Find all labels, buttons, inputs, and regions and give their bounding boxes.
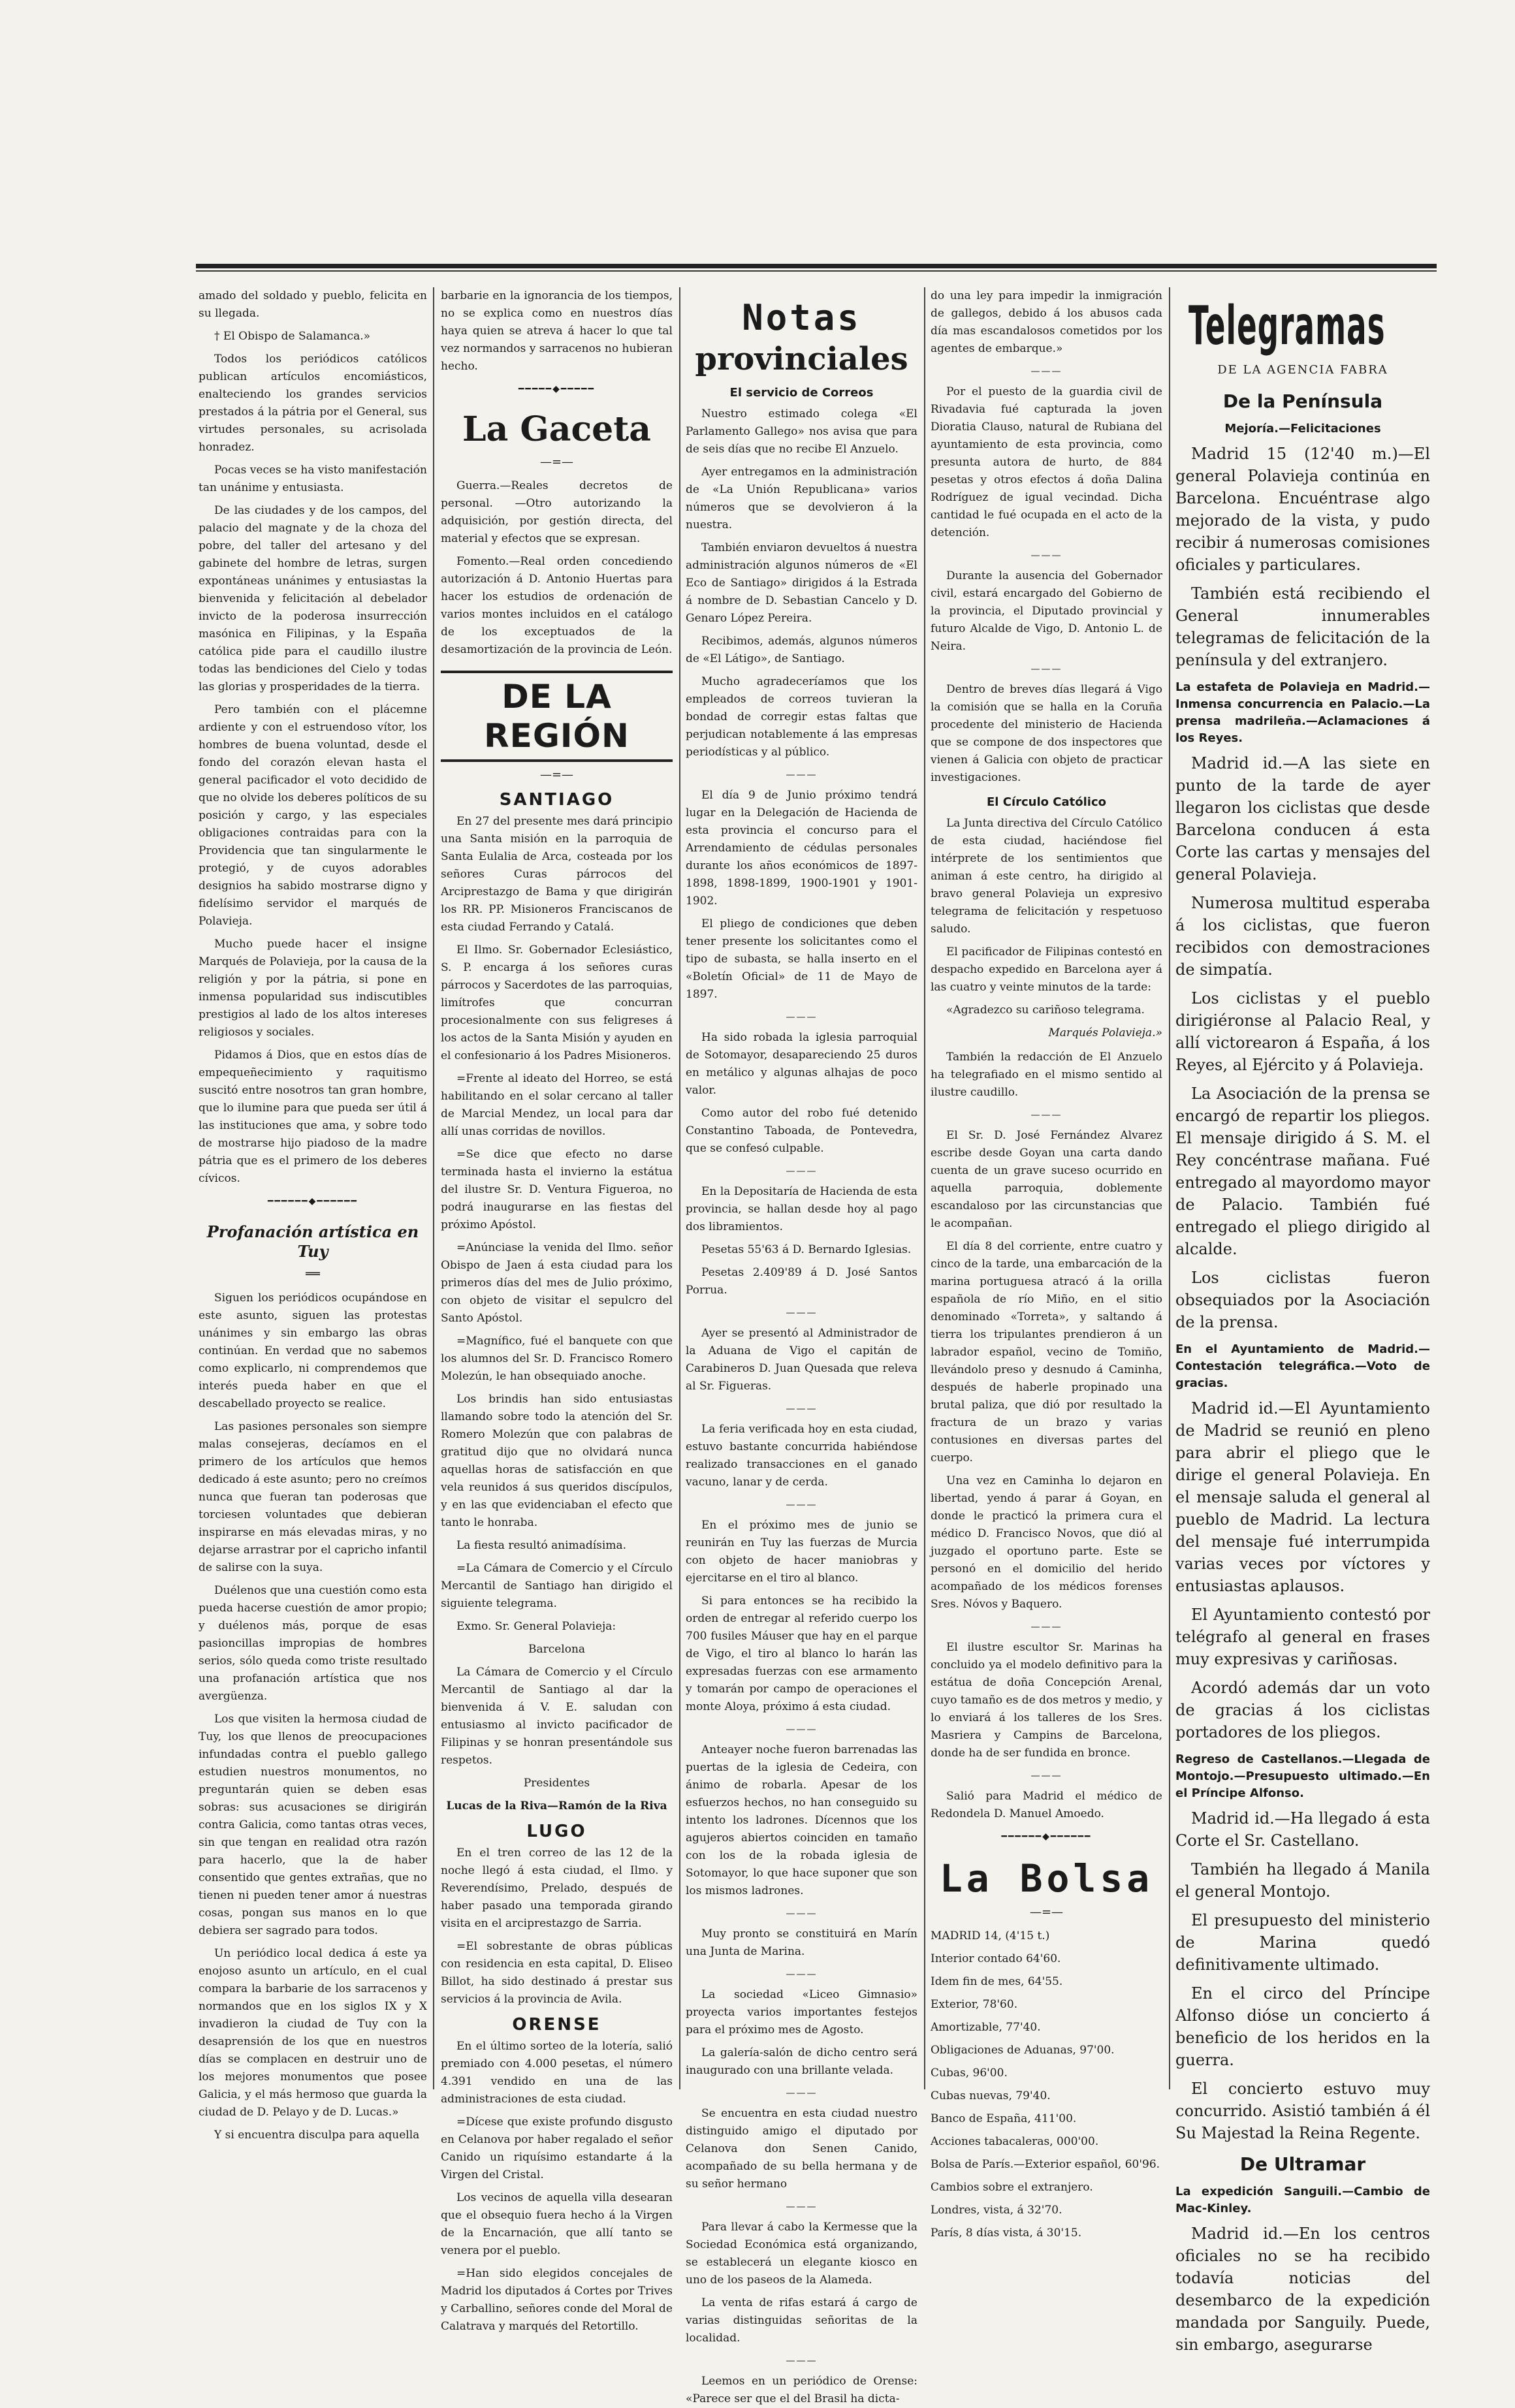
quote-line: Exterior, 78'60.	[931, 1998, 1018, 2011]
paragraph: † El Obispo de Salamanca.»	[214, 330, 371, 343]
quote-line: Bolsa de París.—Exterior español, 60'96.	[931, 2158, 1160, 2171]
paragraph: Una vez en Caminha lo dejaron en libertad, yendo á parar á Goyan, en donde le practicó la primera cura el médico D. Francisco Novos, que dió al juzgado el oportuno parte. Este se personó en el domicilio del herido acompañado de los médicos forenses Sres. Nóvos y Baquero.	[931, 1474, 1162, 1611]
column-divider	[433, 287, 434, 2089]
paragraph: Barcelona	[528, 1643, 586, 1656]
paragraph: En el próximo mes de junio se reunirán en Tuy las fuerzas de Murcia con objeto de hacer maniobras y ejercitarse en el tiro al blanco.	[686, 1519, 917, 1585]
column-2	[441, 287, 673, 2333]
separator: ———	[786, 1308, 818, 1318]
paragraph: El concierto estuvo muy concurrido. Asistió también á él Su Majestad la Reina Regente.	[1175, 2080, 1430, 2142]
paragraph: =Anúnciase la venida del Ilmo. señor Obispo de Jaen á esta ciudad para los primeros días del mes de Julio próximo, con objeto de visitar el sepulcro del Santo Apóstol.	[441, 1241, 673, 1325]
paragraph: Nuestro estimado colega «El Parlamento Gallego» nos avisa que para de seis días que no recibe El Anzuelo.	[686, 407, 917, 456]
subheading: El Círculo Católico	[987, 795, 1106, 809]
paragraph: barbarie en la ignorancia de los tiempos, no se explica como en nuestros días haya quien se atreva á hacer lo que tal vez normandos y sarracenos no hubieran hecho.	[441, 289, 673, 373]
paragraph: Todos los periódicos católicos publican artículos encomiásticos, enalteciendo los grandes servicios prestados á la pátria por el General, sus virtudes personales, su acrisolada honradez.	[199, 353, 427, 454]
paragraph: Mucho agradeceríamos que los empleados de correos tuvieran la bondad de corregir estas faltas que perjudican notablemente á las empresas periodísticas y al público.	[686, 675, 917, 759]
section-heading-notas: Notas	[742, 297, 861, 338]
paragraph: También está recibiendo el General innumerables telegramas de felicitación de la península y del extranjero.	[1175, 584, 1430, 669]
quote-line: París, 8 días vista, á 30'15.	[931, 2226, 1082, 2240]
section-heading-bolsa: La Bolsa	[939, 1856, 1154, 1901]
separator: ———	[786, 1969, 818, 1980]
subheading: Mejoría.—Felicitaciones	[1224, 422, 1381, 436]
paragraph: También la redacción de El Anzuelo ha telegrafiado en el mismo sentido al ilustre caudillo.	[931, 1051, 1162, 1099]
paragraph: Como autor del robo fué detenido Constantino Taboada, de Pontevedra, que se confesó culpable.	[686, 1107, 917, 1155]
separator: ———	[786, 1909, 818, 1919]
separator: ———	[786, 2088, 818, 2099]
paragraph: El presupuesto del ministerio de Marina quedó definitivamente ultimado.	[1175, 1911, 1430, 1974]
signature: Marqués Polavieja.»	[1048, 1026, 1162, 1039]
paragraph: Acordó además dar un voto de gracias á los ciclistas portadores de los pliegos.	[1175, 1679, 1430, 1741]
paragraph: En el tren correo de las 12 de la noche llegó á esta ciudad, el Ilmo. y Reverendísimo, Prelado, después de haber pasado una temporada girando visita en el arciprestazgo de Sarria.	[441, 1846, 673, 1930]
paragraph: Pocas veces se ha visto manifestación tan unánime y entusiasta.	[199, 464, 427, 494]
section-heading-peninsula: De la Península	[1222, 390, 1383, 412]
paragraph: Pesetas 55'63 á D. Bernardo Iglesias.	[701, 1243, 912, 1256]
column-divider	[679, 287, 680, 2089]
paragraph: =El sobrestante de obras públicas con residencia en esta capital, D. Eliseo Billot, ha sido destinado á prestar sus servicios á la provincia de Avila.	[441, 1940, 673, 2006]
heading-rule: —=—	[539, 768, 574, 782]
quote-line: Banco de España, 411'00.	[931, 2112, 1077, 2125]
agency-line: DE LA AGENCIA FABRA	[1217, 363, 1388, 377]
paragraph: Ha sido robada la iglesia parroquial de Sotomayor, desapareciendo 25 duros en metálico y algunas alhajas de poco valor.	[686, 1031, 917, 1097]
top-rule	[196, 264, 1437, 268]
paragraph: =Magnífico, fué el banquete con que los alumnos del Sr. D. Francisco Romero Molezún, le han obsequiado anoche.	[441, 1335, 673, 1383]
paragraph: Por el puesto de la guardia civil de Rivadavia fué capturada la joven Dioratia Clauso, natural de Rubiana del ayuntamiento de esta provincia, como presunta autora de hurto, de 884 pesetas y otros efectos á doña Dalina Rodríguez de igual vecindad. Dicha cantidad le fué ocupada en el acto de la detención.	[931, 385, 1162, 539]
article-heading: Profanación artística en Tuy	[206, 1222, 419, 1261]
paragraph: La Asociación de la prensa se encargó de repartir los pliegos. El mensaje dirigido á S. M. el Rey concéntrase mañana. Fué entregado al mayordomo mayor de Palacio. También fué entregado el pliego dirigido al alcalde.	[1175, 1085, 1430, 1258]
paragraph: Pidamos á Dios, que en estos días de empequeñecimiento y raquitismo suscitó entre nosotros tan gran hombre, que lo ilumine para que pueda ser útil á las instituciones que ama, y sobre todo de mostrarse hijo piadoso de la madre pátria que es el primero de los deberes cívicos.	[199, 1049, 427, 1185]
quote-line: Obligaciones de Aduanas, 97'00.	[931, 2044, 1115, 2057]
paragraph: Madrid id.—A las siete en punto de la tarde de ayer llegaron los ciclistas que desde Barcelona conducen á esta Corte las cartas y mensajes del general Polavieja.	[1175, 754, 1430, 883]
paragraph: El Ayuntamiento contestó por telégrafo al general en frases muy expresivas y cariñosas.	[1175, 1606, 1430, 1668]
column-5	[1175, 287, 1430, 2354]
separator: ———	[786, 2356, 818, 2366]
paragraph: El pacificador de Filipinas contestó en despacho expedido en Barcelona ayer á las cuatro y veinte minutos de la tarde:	[931, 945, 1162, 994]
paragraph: La sociedad «Liceo Gimnasio» proyecta varios importantes festejos para el próximo mes de Agosto.	[686, 1988, 917, 2036]
section-heading-gaceta: La Gaceta	[462, 409, 651, 449]
quote-line: Idem fin de mes, 64'55.	[931, 1975, 1063, 1988]
paragraph: Exmo. Sr. General Polavieja:	[456, 1620, 616, 1633]
paragraph: Siguen los periódicos ocupándose en este asunto, siguen las protestas unánimes y sin embargo las obras continúan. En verdad que no sabemos como explicarlo, ni comprendemos que interés pueda haber en que el descabellado proyecto se realice.	[199, 1291, 427, 1410]
quote-line: Londres, vista, á 32'70.	[931, 2204, 1062, 2217]
separator: ———	[1030, 550, 1062, 561]
city-heading: SANTIAGO	[499, 790, 614, 810]
paragraph: La Junta directiva del Círculo Católico de esta ciudad, haciéndose fiel intérprete de los sentimientos que animan á este centro, ha dirigido al bravo general Polavieja un expresivo telegrama de felicitación y respetuoso saludo.	[931, 817, 1162, 936]
paragraph: Leemos en un periódico de Orense: «Parece ser que el del Brasil ha dicta-	[686, 2375, 917, 2405]
subheading: El servicio de Correos	[729, 386, 874, 400]
paragraph: En el último sorteo de la lotería, salió premiado con 4.000 pesetas, el número 4.391 vendido en una de las administraciones de esta ciudad.	[441, 2040, 673, 2106]
quote-line: Cubas, 96'00.	[931, 2067, 1008, 2080]
paragraph: Los vecinos de aquella villa desearan que el obsequio fuera hecho á la Virgen de la Encarnación, que allí tanto se venera por el pueblo.	[441, 2191, 673, 2257]
paragraph: Anteayer noche fueron barrenadas las puertas de la iglesia de Cedeira, con ánimo de robarla. Apesar de los esfuerzos hechos, no han conseguido su intento los ladrones. Dícennos que los agujeros abiertos coinciden en tamaño con los de la robada iglesia de Sotomayor, lo que hace suponer que son los mismos ladrones.	[686, 1743, 917, 1897]
column-divider	[924, 287, 925, 2089]
separator: ———	[786, 1166, 818, 1177]
paragraph: Madrid id.—Ha llegado á esta Corte el Sr. Castellano.	[1175, 1809, 1430, 1850]
paragraph: Pesetas 2.409'89 á D. José Santos Porrua.	[686, 1266, 917, 1297]
paragraph: Guerra.—Reales decretos de personal. —Otro autorizando la adquisición, por gestión directa, del material y efectos que se expresan.	[441, 479, 673, 545]
paragraph: Madrid id.—El Ayuntamiento de Madrid se reunió en pleno para abrir el pliego que le dirige el general Polavieja. En el mensaje saluda el general al pueblo de Madrid. La lectura del mensaje fué interrumpida varias veces por víctores y entusiastas aplausos.	[1175, 1399, 1430, 1595]
paragraph: =Han sido elegidos concejales de Madrid los diputados á Cortes por Trives y Carballino, señores conde del Moral de Calatrava y marqués del Retortillo.	[441, 2267, 673, 2333]
paragraph: Recibimos, además, algunos números de «El Látigo», de Santiago.	[686, 635, 917, 665]
subheading: La estafeta de Polavieja en Madrid.—Inmensa concurrencia en Palacio.—La prensa madrileña.—Aclamaciones á los Reyes.	[1175, 680, 1430, 745]
paragraph: =Dícese que existe profundo disgusto en Celanova por haber regalado el señor Canido un riquísimo estandarte á la Virgen del Cristal.	[441, 2115, 673, 2181]
heading-rule: —=—	[539, 455, 574, 469]
paragraph: La venta de rifas estará á cargo de varias distinguidas señoritas de la localidad.	[686, 2296, 917, 2345]
paragraph: El Sr. D. José Fernández Alvarez escribe desde Goyan una carta dando cuenta de un grave suceso ocurrido en aquella parroquia, doblemente escandaloso por las circunstancias que le acompañan.	[931, 1129, 1162, 1230]
paragraph: También ha llegado á Manila el general Montojo.	[1175, 1860, 1430, 1901]
paragraph: En la Depositaría de Hacienda de esta provincia, se hallan desde hoy al pago dos libramientos.	[686, 1185, 917, 1233]
paragraph: Duélenos que una cuestión como esta pueda hacerse cuestión de amor propio; y duélenos más, porque de esas pasioncillas impropias de hombres serios, sólo queda como triste resultado una profanación artística que nos avergüenza.	[199, 1584, 427, 1703]
paragraph: Para llevar á cabo la Kermesse que la Sociedad Económica está organizando, se establecerá un elegante kiosco en uno de los paseos de la Alameda.	[686, 2221, 917, 2287]
paragraph: Ayer se presentó al Administrador de la Aduana de Vigo el capitán de Carabineros D. Juan Quesada que releva al Sr. Figueras.	[686, 1327, 917, 1393]
paragraph: Durante la ausencia del Gobernador civil, estará encargado del Gobierno de la provincia, el Diputado provincial y futuro Alcalde de Vigo, D. Antonio L. de Neira.	[931, 569, 1162, 653]
subheading: Regreso de Castellanos.—Llegada de Montojo.—Presupuesto ultimado.—En el Príncipe Alfonso.	[1175, 1752, 1430, 1800]
quote-line: Amortizable, 77'40.	[931, 2021, 1041, 2034]
quote-line: MADRID 14, (4'15 t.)	[931, 1929, 1050, 1942]
section-separator: ━━━━━◆━━━━━	[518, 384, 596, 394]
paragraph: La Cámara de Comercio y el Círculo Mercantil de Santiago al dar la bienvenida á V. E. saludan con entusiasmo al invicto pacificador de Filipinas y se honran presentándole sus respetos.	[441, 1666, 673, 1767]
section-heading-region: DE LA REGIÓN	[441, 671, 673, 762]
paragraph: La fiesta resultó animadísima.	[456, 1539, 627, 1552]
separator: ———	[1030, 664, 1062, 674]
paragraph: Los brindis han sido entusiastas llamando sobre todo la atención del Sr. Romero Molezún que con palabras de gratitud dijo que no olvidará nunca aquellas horas de satisfacción en que vela reunidos á sus queridos discípulos, y en las que evidenciaban el efecto que tanto le honraba.	[441, 1393, 673, 1529]
paragraph: Si para entonces se ha recibido la orden de entregar al referido cuerpo los 700 fusiles Máuser que hay en el parque de Vigo, el tiro al blanco lo harán las expresadas fuerzas con ese armamento y tomarán por campo de operaciones el monte Aloya, próximo á esta ciudad.	[686, 1594, 917, 1713]
city-heading: ORENSE	[512, 2015, 601, 2035]
quote-line: Interior contado 64'60.	[931, 1952, 1061, 1965]
heading-rule: ══	[306, 1267, 320, 1281]
paragraph: En el circo del Príncipe Alfonso dióse un concierto á beneficio de los heridos en la guerra.	[1175, 1984, 1430, 2069]
column-divider	[1169, 287, 1170, 2089]
separator: ———	[786, 1724, 818, 1735]
separator: ———	[786, 2202, 818, 2212]
column-1	[199, 287, 427, 2142]
paragraph: El día 8 del corriente, entre cuatro y cinco de la tarde, una embarcación de la marina portuguesa atracó á la orilla española de río Miño, en el sitio denominado «Torreta», y saltando á tierra los tripulantes prendieron á un labrador español, vecino de Tomiño, llevándolo preso y desnudo á Caminha, después de haberle propinado una brutal paliza, que dió por resultado la fractura de un brazo y varias contusiones en diversas partes del cuerpo.	[931, 1240, 1162, 1465]
paragraph: =La Cámara de Comercio y el Círculo Mercantil de Santiago han dirigido el siguiente telegrama.	[441, 1562, 673, 1610]
paragraph: Salió para Madrid el médico de Redondela D. Manuel Amoedo.	[931, 1790, 1162, 1820]
separator: ———	[1030, 366, 1062, 377]
section-separator: ━━━━━━◆━━━━━━	[268, 1196, 358, 1207]
paragraph: Madrid id.—En los centros oficiales no se ha recibido todavía noticias del desembarco de la expedición mandada por Sanguily. Puede, sin embargo, asegurarse	[1175, 2225, 1430, 2354]
subheading: La expedición Sanguili.—Cambio de Mac-Kinley.	[1175, 2185, 1430, 2215]
paragraph: Dentro de breves días llegará á Vigo la comisión que se halla en la Coruña procedente del ministerio de Hacienda que se compone de dos inspectores que vienen á Galicia con objeto de practicar investigaciones.	[931, 683, 1162, 784]
paragraph: =Frente al ideato del Horreo, se está habilitando en el solar cercano al taller de Marcial Mendez, un local para dar allí unas corridas de novillos.	[441, 1072, 673, 1138]
paragraph: Ayer entregamos en la administración de «La Unión Republicana» varios números que se devolvieron á la nuestra.	[686, 466, 917, 531]
quote-line: Cambios sobre el extranjero.	[931, 2181, 1093, 2194]
paragraph: El ilustre escultor Sr. Marinas ha concluido ya el modelo definitivo para la estátua de doña Concepción Arenal, cuyo tamaño es de dos metros y medio, y lo enviará á los talleres de los Sres. Masriera y Campins de Barcelona, donde ha de ser fundida en bronce.	[931, 1641, 1162, 1760]
column-3	[686, 287, 917, 2405]
signatories: Lucas de la Riva—Ramón de la Riva	[446, 1799, 667, 1813]
paragraph: amado del soldado y pueblo, felicita en su llegada.	[199, 289, 427, 320]
column-4	[931, 287, 1162, 2240]
paragraph: Los ciclistas y el pueblo dirigiéronse al Palacio Real, y allí victorearon á España, á los Reyes, al Ejército y á Polavieja.	[1175, 989, 1430, 1074]
paragraph: Pero también con el plácemne ardiente y con el estruendoso vítor, los hombres de buena voluntad, desde el fondo del corazón elevan hasta el general pacificador el voto decidido de que no olvide los deberes políticos de su posición y cargo, y las especiales obligaciones contraidas para con la Providencia que tan singularmente le protegió, y de cuyos adorables designios ha sabido mostrarse digno y fidelísimo servidor el marqués de Polavieja.	[199, 703, 427, 928]
paragraph: La feria verificada hoy en esta ciudad, estuvo bastante concurrida habiéndose realizado transacciones en el ganado vacuno, lanar y de cerda.	[686, 1423, 917, 1489]
section-separator: ━━━━━━◆━━━━━━	[1001, 1831, 1092, 1842]
paragraph: El Ilmo. Sr. Gobernador Eclesiástico, S. P. encarga á los señores curas párrocos y Sacerdotes de las parroquias, limítrofes que concurran procesionalmente con sus feligreses á los actos de la Santa Misión y ayuden en el confesionario á los Padres Misioneros.	[441, 943, 673, 1062]
paragraph: Mucho puede hacer el insigne Marqués de Polavieja, por la causa de la religión y por la pátria, si pone en inmensa popularidad sus indiscutibles prestigios al lado de los altos intereses religiosos y sociales.	[199, 938, 427, 1039]
separator: ———	[1030, 1622, 1062, 1632]
separator: ———	[786, 1012, 818, 1022]
paragraph: El día 9 de Junio próximo tendrá lugar en la Delegación de Hacienda de esta provincia el concurso para el Arrendamiento de cédulas personales durante los años económicos de 1897-1898, 1898-1899, 1900-1901 y 1901-1902.	[686, 789, 917, 908]
paragraph: De las ciudades y de los campos, del palacio del magnate y de la choza del pobre, del taller del artesano y del gabinete del hombre de letras, surgen expontáneas unánimes y entusiastas la bienvenida y felicitación al debelador invicto de la poderosa insurrección masónica en Filipinas, y la España católica pide para el caudillo ilustre todas las bendiciones del Cielo y todas las glorias y prosperidades de la tierra.	[199, 504, 427, 693]
city-heading: LUGO	[526, 1822, 587, 1841]
separator: ———	[1030, 1771, 1062, 1781]
paragraph: La galería-salón de dicho centro será inaugurado con una brillante velada.	[686, 2046, 917, 2077]
separator: ———	[786, 1404, 818, 1414]
paragraph: El pliego de condiciones que deben tener presente los solicitantes como el tipo de subasta, se halla inserto en el «Boletín Oficial» de 11 de Mayo de 1897.	[686, 917, 917, 1001]
top-rule-thin	[196, 270, 1437, 272]
section-heading-telegramas: Telegramas	[1188, 295, 1386, 357]
paragraph: Los ciclistas fueron obsequiados por la Asociación de la prensa.	[1175, 1269, 1430, 1331]
separator: ———	[1030, 1110, 1062, 1120]
paragraph: «Agradezco su cariñoso telegrama.	[946, 1004, 1145, 1017]
paragraph: Numerosa multitud esperaba á los ciclistas, que fueron recibidos con demostraciones de simpatía.	[1175, 894, 1430, 979]
paragraph: Muy pronto se constituirá en Marín una Junta de Marina.	[686, 1927, 917, 1958]
heading-rule: —=—	[1029, 1905, 1064, 1919]
separator: ———	[786, 1500, 818, 1510]
paragraph: Un periódico local dedica á este ya enojoso asunto un artículo, en el cual compara la barbarie de los sarracenos y normandos que en los siglos IX y X invadieron la ciudad de Tuy con la desaprensión de los que en nuestros días se complacen en destruir uno de los mejores monumentos que posee Galicia, y el más hermoso que guarda la ciudad de D. Pelayo y de D. Lucas.»	[199, 1947, 427, 2119]
separator: ———	[786, 770, 818, 780]
paragraph: También enviaron devueltos á nuestra administración algunos números de «El Eco de Santiago» dirigidos á la Estrada á nombre de D. Sebastian Cancelo y D. Genaro López Pereira.	[686, 541, 917, 625]
paragraph: Los que visiten la hermosa ciudad de Tuy, los que llenos de preocupaciones infundadas contra el pueblo gallego estudien nuestros monumentos, no preguntarán quien se deben esas sobras: sus acusaciones se dirigirán contra Galicia, como tantas otras veces, sin que tengan en realidad otra razón para hacerlo, que la de haber consentido que gentes extrañas, que no tienen ni pueden tener amor á nuestras cosas, pongan sus manos en lo que debiera ser sagrado para todos.	[199, 1713, 427, 1937]
paragraph: Se encuentra en esta ciudad nuestro distinguido amigo el diputado por Celanova don Senen Canido, acompañado de su bella hermana y de su señor hermano	[686, 2107, 917, 2191]
paragraph: Y si encuentra disculpa para aquella	[214, 2129, 420, 2142]
paragraph: =Se dice que efecto no darse terminada hasta el invierno la estátua del ilustre Sr. D. Ventura Figueroa, no podrá inaugurarse en las fiestas del próximo Apóstol.	[441, 1148, 673, 1231]
subheading: En el Ayuntamiento de Madrid.—Contestación telegráfica.—Voto de gracias.	[1175, 1342, 1430, 1390]
quote-line: Acciones tabacaleras, 000'00.	[931, 2135, 1099, 2148]
paragraph: En 27 del presente mes dará principio una Santa misión en la parroquia de Santa Eulalia de Arca, costeada por los señores Curas párrocos del Arciprestazgo de Bama y que dirigirán los RR. PP. Misioneros Franciscanos de esta ciudad Ferrando y Catalá.	[441, 815, 673, 934]
paragraph: Presidentes	[523, 1777, 590, 1790]
section-heading-provinciales: provinciales	[695, 341, 908, 377]
paragraph: do una ley para impedir la inmigración de gallegos, debido á los abusos cada día mas escandalosos cometidos por los agentes de embarque.»	[931, 289, 1162, 355]
paragraph: Las pasiones personales son siempre malas consejeras, decíamos en el primero de los artículos que hemos dedicado á este asunto; pero no creímos nunca que fueran tan poderosas que torciesen voluntades que debieran inspirarse en más elevadas miras, y no dejarse arrastrar por el capricho infantil de salirse con la suya.	[199, 1420, 427, 1574]
paragraph: Madrid 15 (12'40 m.)—El general Polavieja continúa en Barcelona. Encuéntrase algo mejorado de la vista, y pudo recibir á numerosas comisiones oficiales y particulares.	[1175, 445, 1430, 574]
quote-line: Cubas nuevas, 79'40.	[931, 2089, 1051, 2102]
paragraph: Fomento.—Real orden concediendo autorización á D. Antonio Huertas para hacer los estudios de ordenación de varios montes incluidos en el catálogo de los exceptuados de la desamortización de la provincia de León.	[441, 555, 673, 656]
section-heading-ultramar: De Ultramar	[1239, 2153, 1366, 2175]
